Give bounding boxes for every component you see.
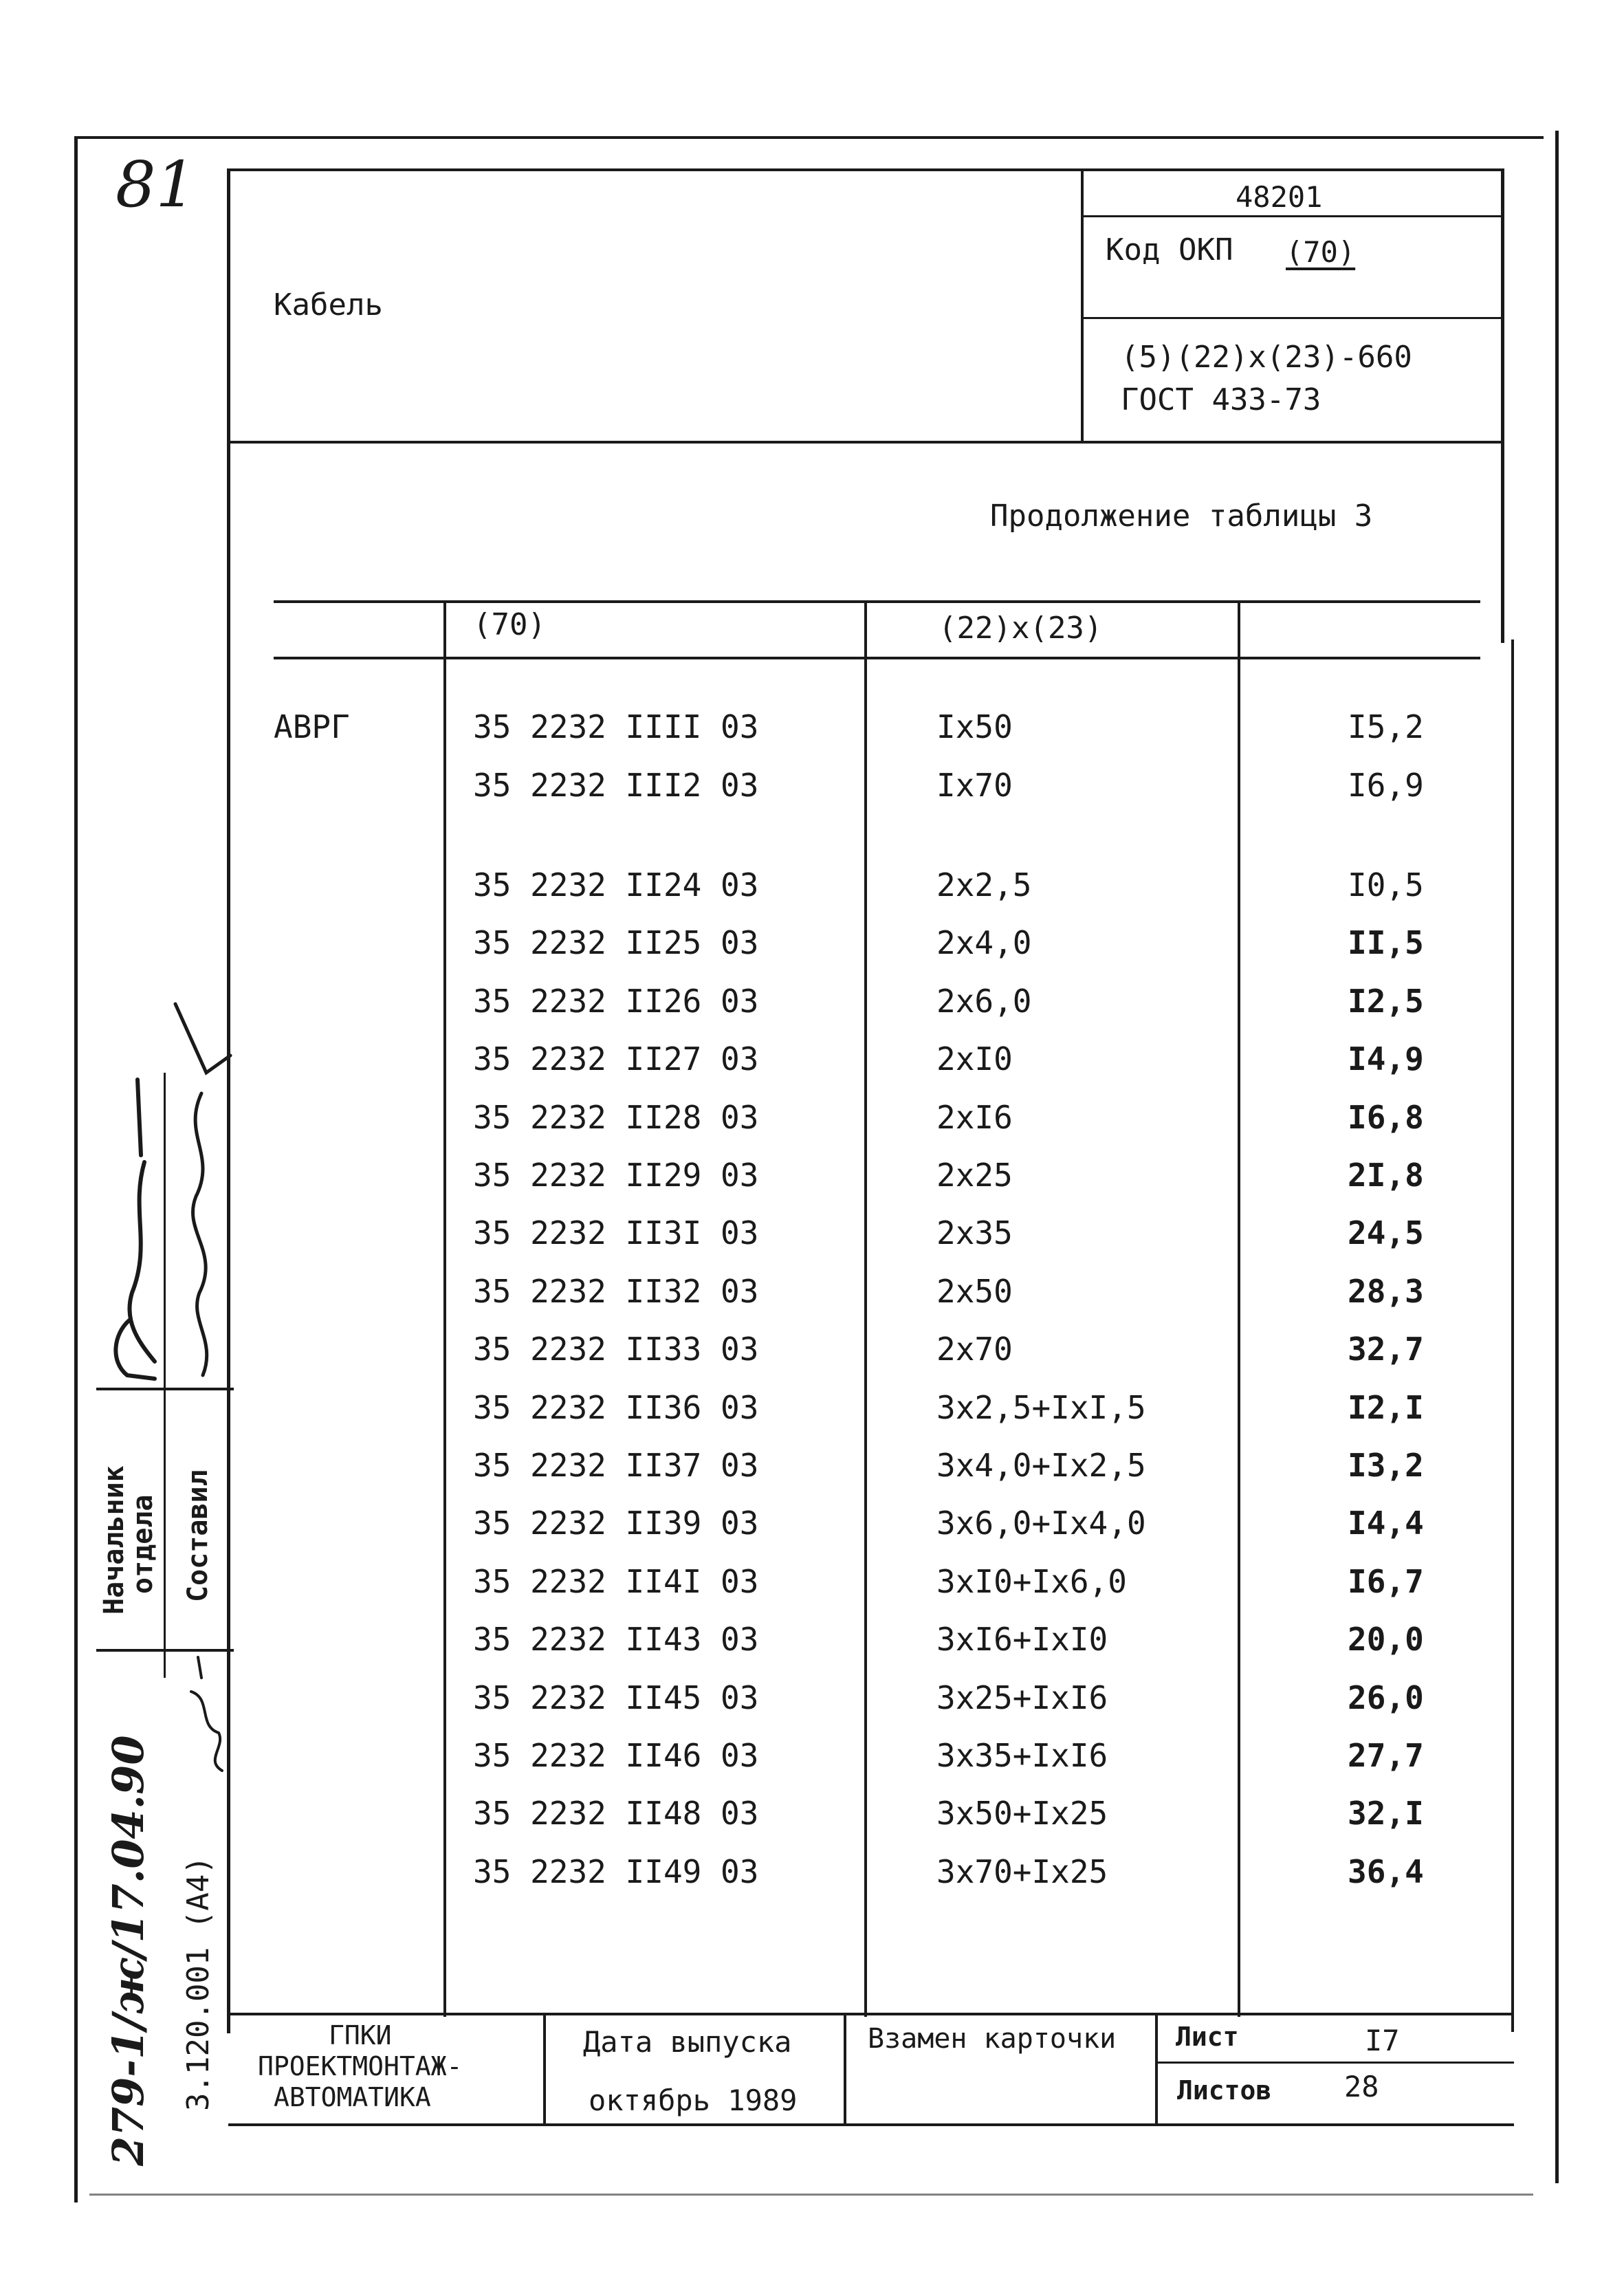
row-value: II,5 <box>1348 924 1424 962</box>
row-size: 3x2,5+IxI,5 <box>936 1388 1146 1426</box>
row-size: 3x50+Ix25 <box>936 1795 1108 1833</box>
table-caption: Продолжение таблицы 3 <box>990 499 1373 534</box>
row-size: 3x6,0+Ix4,0 <box>936 1505 1146 1542</box>
okp-row-divider <box>1082 215 1503 217</box>
row-value: I6,8 <box>1348 1098 1424 1136</box>
sheet-value: I7 <box>1365 2024 1400 2057</box>
table-header-bottom-border <box>274 657 1480 659</box>
row-value: I6,7 <box>1348 1562 1424 1600</box>
row-value: I2,I <box>1348 1388 1424 1426</box>
row-code: 35 2232 IIII 03 <box>473 708 759 745</box>
designation-line1: (5)(22)x(23)-660 <box>1121 340 1412 375</box>
col-divider-3 <box>1238 600 1240 2017</box>
release-value: октябрь 1989 <box>589 2084 798 2117</box>
row-size: 3x70+Ix25 <box>936 1852 1108 1890</box>
okp-code-ref: (70) <box>1286 235 1356 269</box>
row-value: I3,2 <box>1348 1447 1424 1484</box>
handwritten-registration-number: 279-1/ж/17.04.90 <box>103 1735 153 2166</box>
code-row-divider <box>1082 317 1503 319</box>
signature-compiler <box>168 990 244 1389</box>
release-label: Дата выпуска <box>583 2025 792 2059</box>
col-header-code: (70) <box>473 607 546 642</box>
outer-top-border <box>76 136 1544 139</box>
outer-bottom-border <box>89 2194 1533 2196</box>
header-right-divider <box>1081 168 1084 442</box>
footer-div-2 <box>844 2013 846 2125</box>
row-code: 35 2232 II32 03 <box>473 1272 759 1310</box>
row-value: 28,3 <box>1348 1272 1424 1310</box>
row-value: 20,0 <box>1348 1621 1424 1659</box>
row-code: 35 2232 II46 03 <box>473 1737 759 1774</box>
row-code: 35 2232 II49 03 <box>473 1852 759 1890</box>
footer-bottom-border <box>228 2123 1514 2126</box>
row-size: Ix50 <box>936 708 1013 745</box>
row-value: I2,5 <box>1348 982 1424 1020</box>
row-code: 35 2232 II25 03 <box>473 924 759 962</box>
replaces-label: Взамен карточки <box>868 2023 1117 2055</box>
row-code: 35 2232 II39 03 <box>473 1505 759 1542</box>
row-code: 35 2232 II43 03 <box>473 1621 759 1659</box>
row-code: 35 2232 II26 03 <box>473 982 759 1020</box>
row-size: 2xI6 <box>936 1098 1013 1136</box>
row-size: 2xI0 <box>936 1040 1013 1078</box>
row-code: 35 2232 II33 03 <box>473 1331 759 1368</box>
row-value: 27,7 <box>1348 1737 1424 1774</box>
row-value: I0,5 <box>1348 866 1424 904</box>
handwritten-page-number: 81 <box>116 148 197 221</box>
row-size: 3xI6+IxI0 <box>936 1621 1108 1659</box>
doc-reference: 3.120.001 (A4) <box>181 1856 216 2111</box>
row-value: 24,5 <box>1348 1214 1424 1252</box>
row-value: I4,4 <box>1348 1505 1424 1542</box>
table-top-border <box>274 600 1480 603</box>
sheets-label: Листов <box>1177 2075 1272 2106</box>
row-value: 26,0 <box>1348 1679 1424 1716</box>
footer-top-border <box>228 2013 1514 2015</box>
row-size: 2x25 <box>936 1157 1013 1194</box>
designation-line2: ГОСТ 433-73 <box>1121 382 1321 417</box>
row-code: 35 2232 II45 03 <box>473 1679 759 1716</box>
org-line2: ПРОЕКТМОНТАЖ- <box>258 2051 463 2081</box>
row-code: 35 2232 II27 03 <box>473 1040 759 1078</box>
row-code: 35 2232 II28 03 <box>473 1098 759 1136</box>
col-divider-1 <box>443 600 446 2017</box>
compiled-label: Составил <box>182 1469 214 1602</box>
row-code: 35 2232 II3I 03 <box>473 1214 759 1252</box>
row-code: 35 2232 II29 03 <box>473 1157 759 1194</box>
row-size: Ix70 <box>936 767 1013 804</box>
row-code: 35 2232 II37 03 <box>473 1447 759 1484</box>
row-value: I5,2 <box>1348 708 1424 745</box>
group-label: АВРГ <box>274 708 350 745</box>
row-size: 3xI0+Ix6,0 <box>936 1562 1127 1600</box>
row-size: 3x35+IxI6 <box>936 1737 1108 1774</box>
header-bottom-border <box>228 441 1504 444</box>
product-name: Кабель <box>274 287 383 322</box>
row-value: I6,9 <box>1348 767 1424 804</box>
row-size: 2x2,5 <box>936 866 1032 904</box>
org-line3: АВТОМАТИКА <box>274 2082 431 2112</box>
sheet-label: Лист <box>1176 2022 1239 2052</box>
head-label-line1: Начальник <box>98 1465 130 1615</box>
row-size: 2x50 <box>936 1272 1013 1310</box>
row-size: 2x70 <box>936 1331 1013 1368</box>
row-value: 36,4 <box>1348 1852 1424 1890</box>
card-right-border-lower <box>1511 639 1514 2032</box>
footer-div-3 <box>1155 2013 1158 2125</box>
row-size: 2x35 <box>936 1214 1013 1252</box>
row-code: 35 2232 II24 03 <box>473 866 759 904</box>
signature-head <box>89 1073 165 1389</box>
row-value: 32,I <box>1348 1795 1424 1833</box>
okp-main-number: 48201 <box>1236 180 1323 214</box>
card-top-border <box>228 168 1504 171</box>
row-size: 2x4,0 <box>936 924 1032 962</box>
row-value: I4,9 <box>1348 1040 1424 1078</box>
head-label-line2: отдела <box>127 1494 159 1594</box>
row-code: 35 2232 III2 03 <box>473 767 759 804</box>
row-code: 35 2232 II36 03 <box>473 1388 759 1426</box>
row-code: 35 2232 II4I 03 <box>473 1562 759 1600</box>
row-code: 35 2232 II48 03 <box>473 1795 759 1833</box>
row-size: 2x6,0 <box>936 982 1032 1020</box>
footer-sheet-divider <box>1156 2062 1514 2064</box>
card-right-border <box>1501 168 1504 643</box>
row-size: 3x4,0+Ix2,5 <box>936 1447 1146 1484</box>
okp-code-label: Код ОКП <box>1106 232 1233 267</box>
signature-registration <box>184 1650 239 1774</box>
footer-div-1 <box>543 2013 546 2125</box>
row-value: 2I,8 <box>1348 1157 1424 1194</box>
col-divider-2 <box>864 600 867 2017</box>
row-value: 32,7 <box>1348 1331 1424 1368</box>
outer-right-border <box>1555 131 1559 2183</box>
sheets-value: 28 <box>1344 2070 1379 2103</box>
col-header-size: (22)x(23) <box>939 611 1103 646</box>
org-line1: ГПКИ <box>329 2020 392 2051</box>
outer-left-border <box>74 136 78 2202</box>
row-size: 3x25+IxI6 <box>936 1679 1108 1716</box>
